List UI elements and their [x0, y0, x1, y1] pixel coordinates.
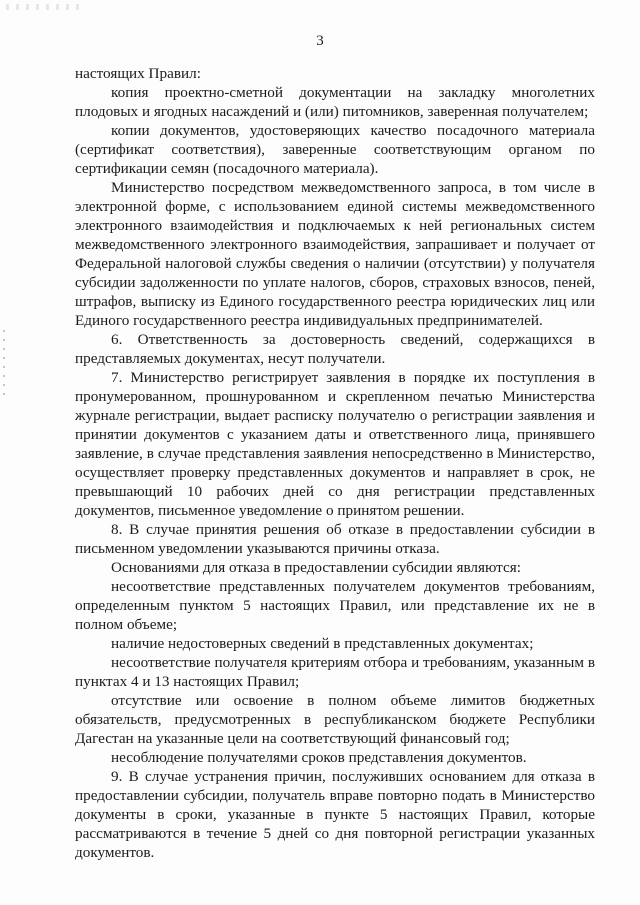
paragraph-rules-end: настоящих Правил:	[75, 65, 201, 82]
page-number: 3	[316, 33, 324, 49]
paragraph-ground-nonconformity: несоответствие представленных получателем документов требованиям, определенным пунктом 5 настоящих Правил, или представление их не в полном объеме;	[75, 578, 595, 633]
scan-artifact	[6, 4, 86, 10]
paragraph-design-estimate: копия проектно-сметной документации на закладку многолетних плодовых и ягодных насаждений и (или) питомников, заверенная получателем;	[75, 84, 595, 120]
paragraph-item-8: 8. В случае принятия решения об отказе в предоставлении субсидии в письменном уведомлении указываются причины отказа.	[75, 521, 595, 557]
binding-marks	[3, 330, 5, 400]
paragraph-ground-budget: отсутствие или освоение в полном объеме лимитов бюджетных обязательств, предусмотренных в республиканском бюджете Республики Дагестан на указанные цели на соответствующий финансовый год;	[75, 692, 595, 747]
paragraph-quality-certificates: копии документов, удостоверяющих качество посадочного материала (сертификат соответствия), заверенные соответствующим органом по сертификации семян (посадочного материала).	[75, 122, 595, 177]
paragraph-item-9: 9. В случае устранения причин, послуживших основанием для отказа в предоставлении субсидии, получатель вправе повторно подать в Министерство документы в сроки, указанные в пункте 5 настоящих Правил, которые рассматриваются в течение 5 дней со дня повторной регистрации указанных документов.	[75, 768, 595, 861]
paragraph-ground-criteria: несоответствие получателя критериям отбора и требованиям, указанным в пунктах 4 и 13 настоящих Правил;	[75, 654, 595, 690]
paragraph-ground-deadlines: несоблюдение получателями сроков представления документов.	[111, 749, 527, 766]
document-body	[75, 64, 595, 862]
paragraph-interagency-request: Министерство посредством межведомственного запроса, в том числе в электронной форме, с использованием единой системы межведомственного электронного взаимодействия и подключаемых к ней региональных систем межведомственного электронного взаимодействия, запрашивает и получает от Федеральной налоговой службы сведения о наличии (отсутствии) у получателя субсидии задолженности по уплате налогов, сборов, страховых взносов, пеней, штрафов, выписку из Единого государственного реестра юридических лиц или Единого государственного реестра индивидуальных предпринимателей.	[75, 179, 595, 329]
paragraph-item-6: 6. Ответственность за достоверность сведений, содержащихся в представляемых документах, несут получатели.	[75, 331, 595, 367]
paragraph-item-7: 7. Министерство регистрирует заявления в порядке их поступления в пронумерованном, прошнурованном и скрепленном печатью Министерства журнале регистрации, выдает расписку получателю о регистрации заявления и принятии документов с указанием даты и ответственного лица, принявшего заявление, в случае представления заявления непосредственно в Министерство, осуществляет проверку представленных документов и направляет в срок, не превышающий 10 рабочих дней со дня регистрации представленных документов, письменное уведомление о принятом решении.	[75, 369, 595, 519]
paragraph-ground-false-info: наличие недостоверных сведений в представленных документах;	[111, 635, 534, 652]
paragraph-refusal-grounds: Основаниями для отказа в предоставлении субсидии являются:	[111, 559, 521, 576]
